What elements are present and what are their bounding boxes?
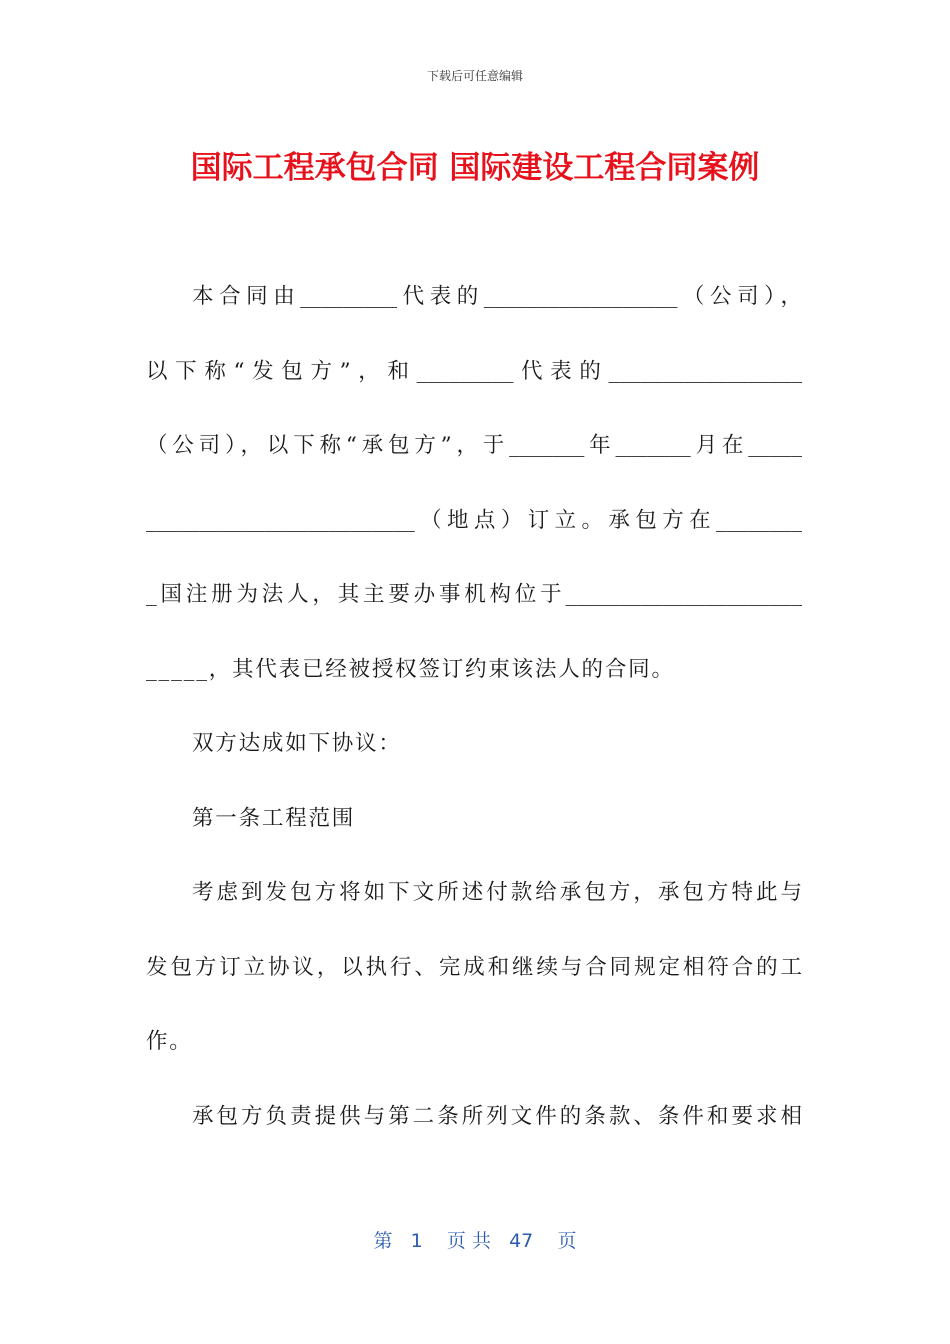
document-title: 国际工程承包合同 国际建设工程合同案例 — [190, 150, 760, 186]
paragraph-line: 发包方订立协议，以执行、完成和继续与合同规定相符合的工 — [146, 954, 802, 980]
current-page-number: 1 — [410, 1230, 423, 1252]
paragraph-line: 考虑到发包方将如下文所述付款给承包方，承包方特此与 — [192, 880, 802, 905]
footer-middle: 页 共 — [446, 1230, 491, 1252]
paragraph-line: 以下称“发包方”，和_________代表的__________________ — [146, 358, 802, 384]
paragraph-line: _国注册为法人，其主要办事机构位于______________________ — [146, 582, 802, 607]
footer-prefix: 第 — [373, 1230, 393, 1252]
footer-suffix: 页 — [557, 1230, 577, 1252]
paragraph-line: 双方达成如下协议： — [192, 731, 402, 756]
section-heading: 第一条工程范围 — [192, 805, 356, 831]
page-footer — [0, 1226, 950, 1253]
paragraph-line: 本合同由_________代表的__________________（公司）， — [192, 284, 802, 309]
header-note: 下载后可任意编辑 — [426, 69, 523, 83]
paragraph-line: _________________________（地点）订立。承包方在________ — [146, 507, 802, 533]
paragraph-line: 作。 — [146, 1029, 193, 1054]
document-body — [146, 279, 802, 1173]
paragraph-line: 承包方负责提供与第二条所列文件的条款、条件和要求相 — [192, 1103, 802, 1129]
paragraph-line: _____，其代表已经被授权签订约束该法人的合同。 — [146, 656, 675, 682]
paragraph-line: （公司），以下称“承包方”，于_______年_______月在_____ — [146, 433, 802, 458]
total-pages-number: 47 — [509, 1230, 534, 1252]
